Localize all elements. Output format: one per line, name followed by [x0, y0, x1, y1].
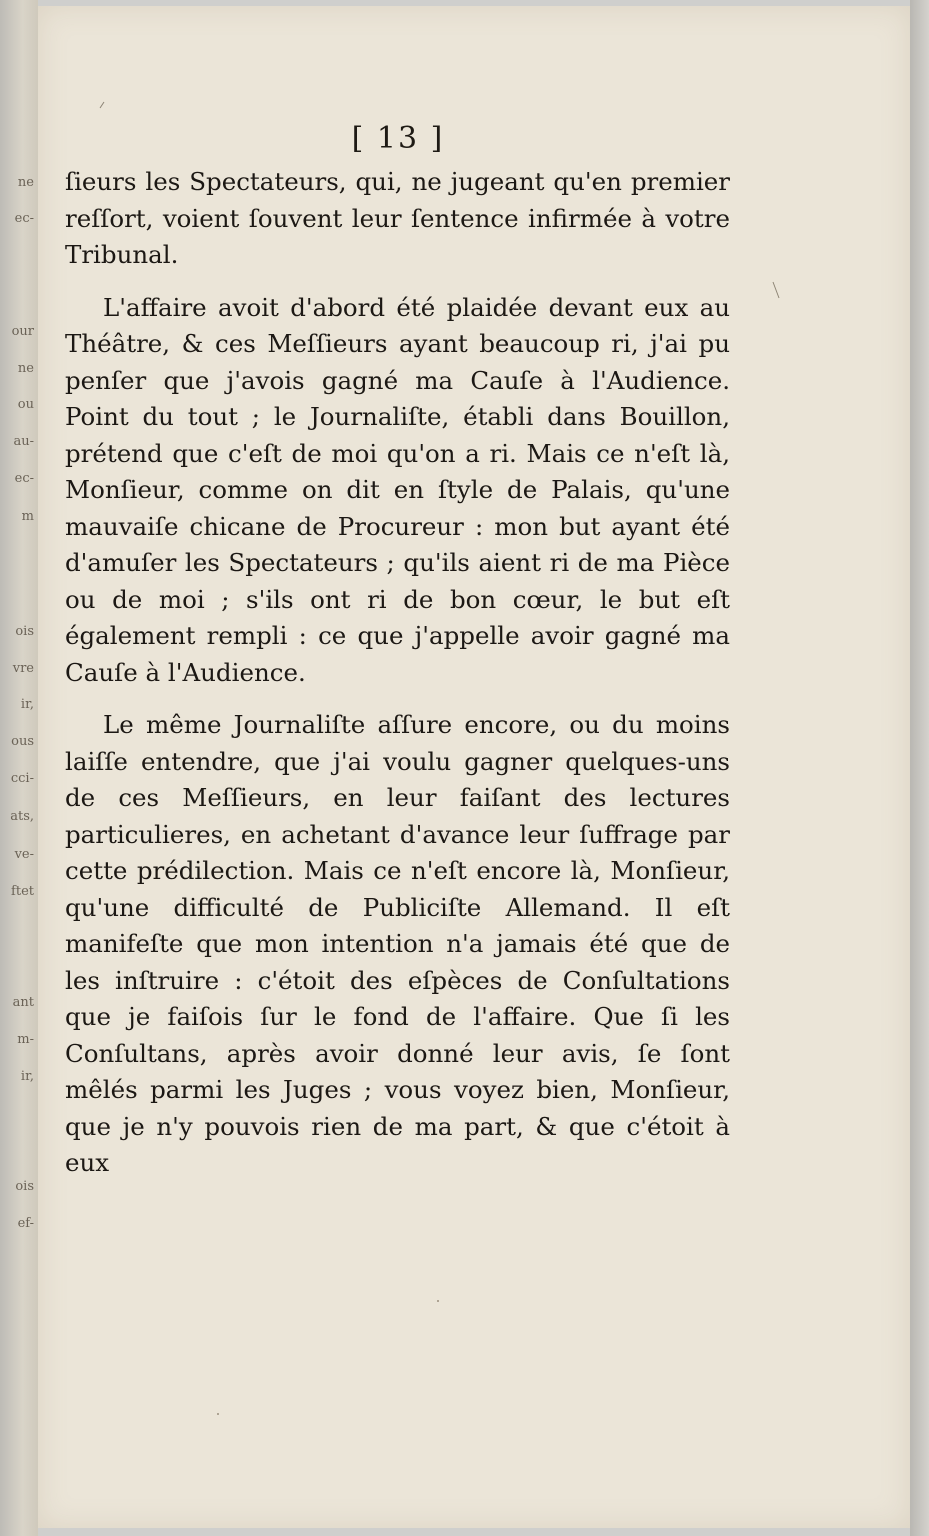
bleed-text: ois — [15, 624, 34, 639]
bleed-text: m- — [17, 1032, 34, 1047]
body-text — [65, 164, 730, 1198]
bleed-text: ne — [17, 175, 34, 190]
bleed-text: m — [21, 509, 34, 524]
bleed-text: ant — [12, 995, 34, 1010]
bleed-text: au- — [13, 434, 34, 449]
bleed-text: ous — [11, 734, 34, 749]
bleed-text: ir, — [20, 697, 34, 712]
bleed-text: cci- — [10, 771, 34, 786]
bleed-text: ec- — [14, 471, 34, 486]
bleed-text: ir, — [20, 1069, 34, 1084]
bleed-text: ftet — [11, 884, 34, 899]
bleed-text: ne — [17, 361, 34, 376]
bleed-text: ats, — [10, 809, 34, 824]
bleed-text: vre — [12, 661, 34, 676]
bleed-text: our — [11, 324, 34, 339]
facing-page-edge — [0, 0, 38, 1536]
paragraph: ſieurs les Spectateurs, qui, ne jugeant qu'en premier reſſort, voient ſouvent leur ſentence infirmée à votre Tribunal. — [65, 167, 730, 269]
bleed-text: ou — [17, 397, 34, 412]
page-number: [ 13 ] — [351, 121, 445, 156]
scanner-background — [910, 0, 929, 1536]
bleed-text: ois — [15, 1179, 34, 1194]
paragraph: L'affaire avoit d'abord été plaidée devant eux au Théâtre, & ces Meſſieurs ayant beaucoup ri, j'ai pu penſer que j'avois gagné ma Cauſe à l'Audience. Point du tout ; le Journaliſte, établi dans Bouillon, prétend que c'eſt de moi qu'on a ri. Mais ce n'eſt là, Monſieur, comme on dit en ſtyle de Palais, qu'une mauvaiſe chicane de Procureur : mon but ayant été d'amuſer les Spectateurs ; qu'ils aient ri de ma Pièce ou de moi ; s'ils ont ri de bon cœur, le but eſt également rempli : ce que j'appelle avoir gagné ma Cauſe à l'Audience. — [65, 292, 730, 687]
bleed-text: ve- — [14, 847, 34, 862]
book-page — [38, 6, 910, 1528]
bleed-text: ef- — [17, 1216, 34, 1231]
paragraph: Le même Journaliſte aſſure encore, ou du moins laiſſe entendre, que j'ai voulu gagner quelques-uns de ces Meſſieurs, en leur faiſant des lectures particulieres, en achetant d'avance leur ſuffrage par cette prédilection. Mais ce n'eſt encore là, Monſieur, qu'une difficulté de Publiciſte Allemand. Il eſt manifeſte que mon intention n'a jamais été que de les inſtruire : c'étoit des eſpèces de Conſultations que je faiſois ſur le fond de l'affaire. Que ſi les Conſultans, après avoir donné leur avis, ſe ſont mêlés parmi les Juges ; vous voyez bien, Monſieur, que je n'y pouvois rien de ma part, & que c'étoit à eux — [65, 710, 730, 1177]
bleed-text: ec- — [14, 211, 34, 226]
facing-page-bleed — [0, 0, 38, 1536]
